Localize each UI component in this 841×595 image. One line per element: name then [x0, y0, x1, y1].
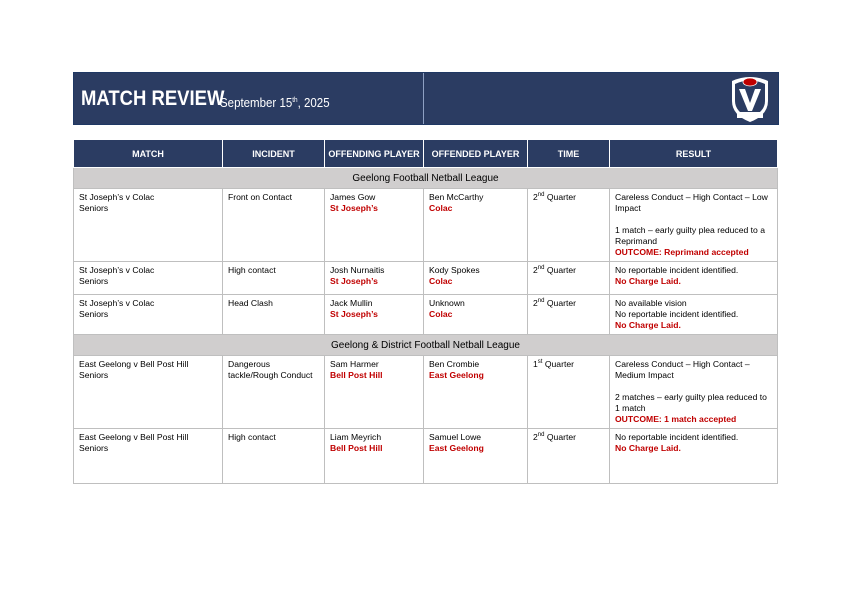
match-name: East Geelong v Bell Post Hill — [79, 432, 189, 442]
time-ordinal: nd — [537, 298, 545, 305]
header-title-block — [74, 73, 424, 124]
time-cell — [528, 356, 610, 429]
page-title: MATCH REVIEW — [81, 87, 225, 110]
match-name: East Geelong v Bell Post Hill — [79, 359, 189, 369]
time-ordinal: st — [537, 359, 543, 366]
result-outcome: OUTCOME: Reprimand accepted — [615, 247, 749, 257]
result-outcome: No Charge Laid. — [615, 320, 681, 330]
result-cell — [610, 429, 778, 484]
table-row — [74, 429, 778, 484]
time-ordinal: nd — [537, 432, 545, 439]
column-header-match: MATCH — [74, 140, 223, 168]
match-cell — [74, 189, 223, 262]
time-number: 2 — [533, 265, 538, 275]
time-number: 2 — [533, 432, 538, 442]
offending-player-cell — [325, 295, 424, 335]
league-heading-row — [74, 168, 778, 189]
offended-player-club: Colac — [429, 203, 453, 213]
time-text: Quarter — [544, 298, 576, 308]
result-charge: No reportable incident identified. — [615, 432, 739, 442]
result-cell — [610, 356, 778, 429]
offended-player-cell — [424, 429, 528, 484]
match-grade: Seniors — [79, 370, 109, 380]
offending-player-name: James Gow — [330, 192, 376, 202]
time-cell — [528, 189, 610, 262]
column-header-offended-player: OFFENDED PLAYER — [424, 140, 528, 168]
review-date-day: September 15 — [219, 96, 293, 110]
incident-text: High contact — [228, 432, 276, 442]
afl-barwon-logo — [728, 75, 772, 123]
match-review-table — [73, 139, 778, 484]
incident-cell — [223, 262, 325, 295]
offended-player-cell — [424, 295, 528, 335]
offended-player-name: Ben Crombie — [429, 359, 480, 369]
offended-player-club: East Geelong — [429, 370, 484, 380]
table-header-row — [74, 140, 778, 168]
offended-player-name: Samuel Lowe — [429, 432, 482, 442]
incident-cell — [223, 189, 325, 262]
incident-text: Front on Contact — [228, 192, 293, 202]
match-name: St Joseph’s v Colac — [79, 265, 155, 275]
offending-player-name: Josh Nurnaitis — [330, 265, 385, 275]
column-header-incident: INCIDENT — [223, 140, 325, 168]
offended-player-name: Unknown — [429, 298, 465, 308]
offended-player-name: Ben McCarthy — [429, 192, 484, 202]
match-grade: Seniors — [79, 309, 109, 319]
time-cell — [528, 429, 610, 484]
match-cell — [74, 262, 223, 295]
offending-player-club: Bell Post Hill — [330, 443, 383, 453]
column-header-time: TIME — [528, 140, 610, 168]
result-outcome: OUTCOME: 1 match accepted — [615, 414, 737, 424]
match-cell — [74, 429, 223, 484]
table-row — [74, 295, 778, 335]
offended-player-cell — [424, 356, 528, 429]
match-grade: Seniors — [79, 276, 109, 286]
incident-cell — [223, 356, 325, 429]
match-name: St Joseph’s v Colac — [79, 298, 155, 308]
time-text: Quarter — [544, 432, 576, 442]
league-heading-row — [74, 335, 778, 356]
time-cell — [528, 295, 610, 335]
review-date-suffix: th — [292, 96, 298, 104]
result-charge: Careless Conduct – High Contact – Medium Impact — [615, 359, 750, 380]
result-charge: No available vision — [615, 298, 687, 308]
time-number: 2 — [533, 192, 538, 202]
table-row — [74, 356, 778, 429]
incident-text: Head Clash — [228, 298, 273, 308]
result-charge: Careless Conduct – High Contact – Low Impact — [615, 192, 768, 213]
time-number: 2 — [533, 298, 538, 308]
match-cell — [74, 295, 223, 335]
incident-text-continued: tackle/Rough Conduct — [228, 370, 313, 380]
result-penalty: 1 match – early guilty plea reduced to a Reprimand — [615, 225, 766, 246]
incident-cell — [223, 429, 325, 484]
table-row — [74, 262, 778, 295]
time-cell — [528, 262, 610, 295]
offending-player-club: St Joseph’s — [330, 309, 378, 319]
time-ordinal: nd — [537, 192, 545, 199]
time-text: Quarter — [542, 359, 574, 369]
league-name: Geelong & District Football Netball League — [74, 335, 778, 356]
offending-player-club: St Joseph’s — [330, 203, 378, 213]
result-cell — [610, 262, 778, 295]
result-cell — [610, 189, 778, 262]
offending-player-cell — [325, 429, 424, 484]
offending-player-cell — [325, 262, 424, 295]
offending-player-name: Sam Harmer — [330, 359, 379, 369]
review-date-year: , 2025 — [297, 96, 330, 110]
result-cell — [610, 295, 778, 335]
offending-player-cell — [325, 189, 424, 262]
offending-player-name: Liam Meyrich — [330, 432, 382, 442]
offending-player-cell — [325, 356, 424, 429]
league-name: Geelong Football Netball League — [74, 168, 778, 189]
time-number: 1 — [533, 359, 538, 369]
table-row — [74, 189, 778, 262]
match-grade: Seniors — [79, 443, 109, 453]
offended-player-club: Colac — [429, 309, 453, 319]
review-date — [220, 96, 330, 111]
incident-cell — [223, 295, 325, 335]
offending-player-name: Jack Mullin — [330, 298, 373, 308]
result-penalty: 2 matches – early guilty plea reduced to 1 match — [615, 392, 767, 413]
incident-text: High contact — [228, 265, 276, 275]
offending-player-club: Bell Post Hill — [330, 370, 383, 380]
result-outcome: No Charge Laid. — [615, 443, 681, 453]
offended-player-cell — [424, 189, 528, 262]
match-name: St Joseph’s v Colac — [79, 192, 155, 202]
header-logo-block — [424, 73, 778, 124]
offended-player-name: Kody Spokes — [429, 265, 480, 275]
offended-player-club: East Geelong — [429, 443, 484, 453]
result-penalty: No reportable incident identified. — [615, 309, 739, 319]
document-header — [73, 72, 779, 125]
result-charge: No reportable incident identified. — [615, 265, 739, 275]
offended-player-cell — [424, 262, 528, 295]
time-text: Quarter — [544, 265, 576, 275]
offended-player-club: Colac — [429, 276, 453, 286]
offending-player-club: St Joseph’s — [330, 276, 378, 286]
time-text: Quarter — [544, 192, 576, 202]
match-grade: Seniors — [79, 203, 109, 213]
column-header-result: RESULT — [610, 140, 778, 168]
incident-text: Dangerous — [228, 359, 271, 369]
result-outcome: No Charge Laid. — [615, 276, 681, 286]
time-ordinal: nd — [537, 265, 545, 272]
column-header-offending-player: OFFENDING PLAYER — [325, 140, 424, 168]
match-cell — [74, 356, 223, 429]
